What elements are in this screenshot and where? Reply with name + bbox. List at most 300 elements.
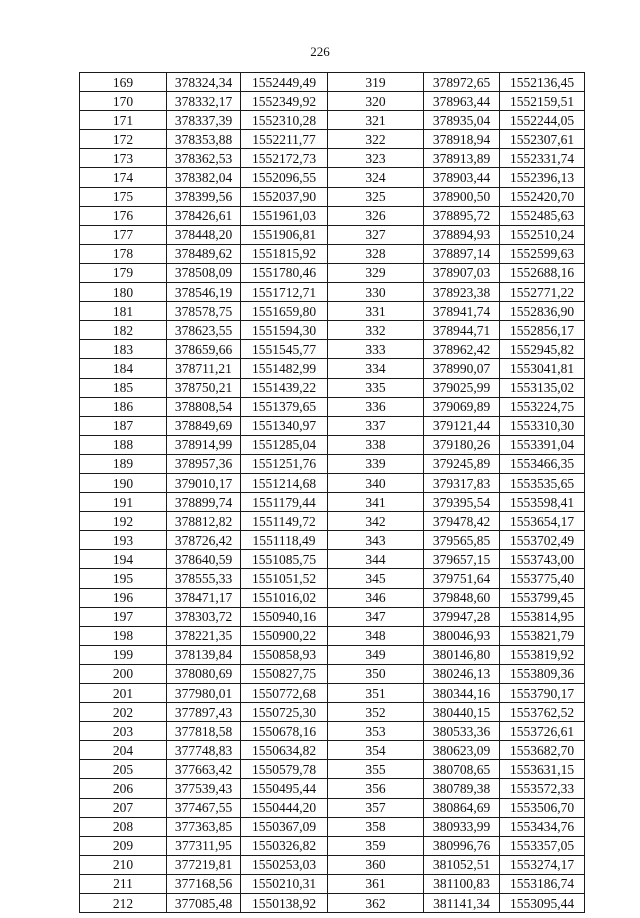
table-row bbox=[80, 340, 585, 359]
x-coordinate-cell: 379317,83 bbox=[424, 473, 500, 492]
x-coordinate-cell: 378726,42 bbox=[167, 531, 241, 550]
y-coordinate-cell: 1550725,30 bbox=[241, 703, 328, 722]
table-row bbox=[80, 473, 585, 492]
y-coordinate-cell: 1551085,75 bbox=[241, 550, 328, 569]
x-coordinate-cell: 380623,09 bbox=[424, 741, 500, 760]
x-coordinate-cell: 378941,74 bbox=[424, 302, 500, 321]
table-row bbox=[80, 416, 585, 435]
x-coordinate-cell: 378337,39 bbox=[167, 111, 241, 130]
table-row bbox=[80, 92, 585, 111]
point-number-cell: 206 bbox=[80, 779, 167, 798]
point-number-cell: 356 bbox=[328, 779, 424, 798]
point-number-cell: 349 bbox=[328, 645, 424, 664]
point-number-cell: 336 bbox=[328, 397, 424, 416]
y-coordinate-cell: 1553186,74 bbox=[500, 874, 585, 893]
x-coordinate-cell: 378139,84 bbox=[167, 645, 241, 664]
y-coordinate-cell: 1550900,22 bbox=[241, 626, 328, 645]
table-row bbox=[80, 493, 585, 512]
table-row bbox=[80, 454, 585, 473]
x-coordinate-cell: 378426,61 bbox=[167, 206, 241, 225]
y-coordinate-cell: 1550678,16 bbox=[241, 722, 328, 741]
x-coordinate-cell: 377818,58 bbox=[167, 722, 241, 741]
x-coordinate-cell: 380440,15 bbox=[424, 703, 500, 722]
y-coordinate-cell: 1550772,68 bbox=[241, 684, 328, 703]
y-coordinate-cell: 1552096,55 bbox=[241, 168, 328, 187]
x-coordinate-cell: 377219,81 bbox=[167, 855, 241, 874]
x-coordinate-cell: 379010,17 bbox=[167, 473, 241, 492]
x-coordinate-cell: 378918,94 bbox=[424, 130, 500, 149]
x-coordinate-cell: 378900,50 bbox=[424, 187, 500, 206]
y-coordinate-cell: 1551118,49 bbox=[241, 531, 328, 550]
x-coordinate-cell: 378750,21 bbox=[167, 378, 241, 397]
x-coordinate-cell: 378963,44 bbox=[424, 92, 500, 111]
y-coordinate-cell: 1550326,82 bbox=[241, 836, 328, 855]
coordinates-table-body bbox=[80, 73, 585, 913]
y-coordinate-cell: 1551251,76 bbox=[241, 454, 328, 473]
x-coordinate-cell: 380046,93 bbox=[424, 626, 500, 645]
y-coordinate-cell: 1553821,79 bbox=[500, 626, 585, 645]
y-coordinate-cell: 1553702,49 bbox=[500, 531, 585, 550]
x-coordinate-cell: 378923,38 bbox=[424, 283, 500, 302]
y-coordinate-cell: 1551815,92 bbox=[241, 244, 328, 263]
point-number-cell: 353 bbox=[328, 722, 424, 741]
x-coordinate-cell: 380146,80 bbox=[424, 645, 500, 664]
point-number-cell: 177 bbox=[80, 225, 167, 244]
table-row bbox=[80, 626, 585, 645]
x-coordinate-cell: 377980,01 bbox=[167, 684, 241, 703]
y-coordinate-cell: 1552136,45 bbox=[500, 73, 585, 92]
y-coordinate-cell: 1552771,22 bbox=[500, 283, 585, 302]
y-coordinate-cell: 1552449,49 bbox=[241, 73, 328, 92]
y-coordinate-cell: 1550634,82 bbox=[241, 741, 328, 760]
y-coordinate-cell: 1553682,70 bbox=[500, 741, 585, 760]
y-coordinate-cell: 1550827,75 bbox=[241, 664, 328, 683]
point-number-cell: 335 bbox=[328, 378, 424, 397]
y-coordinate-cell: 1550253,03 bbox=[241, 855, 328, 874]
table-row bbox=[80, 607, 585, 626]
table-row bbox=[80, 149, 585, 168]
y-coordinate-cell: 1551051,52 bbox=[241, 569, 328, 588]
point-number-cell: 334 bbox=[328, 359, 424, 378]
point-number-cell: 200 bbox=[80, 664, 167, 683]
x-coordinate-cell: 378362,53 bbox=[167, 149, 241, 168]
table-row bbox=[80, 798, 585, 817]
y-coordinate-cell: 1550495,44 bbox=[241, 779, 328, 798]
point-number-cell: 338 bbox=[328, 435, 424, 454]
y-coordinate-cell: 1551482,99 bbox=[241, 359, 328, 378]
point-number-cell: 321 bbox=[328, 111, 424, 130]
y-coordinate-cell: 1550367,09 bbox=[241, 817, 328, 836]
y-coordinate-cell: 1553598,41 bbox=[500, 493, 585, 512]
y-coordinate-cell: 1551179,44 bbox=[241, 493, 328, 512]
point-number-cell: 189 bbox=[80, 454, 167, 473]
y-coordinate-cell: 1553654,17 bbox=[500, 512, 585, 531]
table-row bbox=[80, 588, 585, 607]
point-number-cell: 201 bbox=[80, 684, 167, 703]
x-coordinate-cell: 377311,95 bbox=[167, 836, 241, 855]
point-number-cell: 173 bbox=[80, 149, 167, 168]
point-number-cell: 350 bbox=[328, 664, 424, 683]
point-number-cell: 330 bbox=[328, 283, 424, 302]
y-coordinate-cell: 1553434,76 bbox=[500, 817, 585, 836]
y-coordinate-cell: 1553224,75 bbox=[500, 397, 585, 416]
y-coordinate-cell: 1550138,92 bbox=[241, 894, 328, 913]
x-coordinate-cell: 380708,65 bbox=[424, 760, 500, 779]
y-coordinate-cell: 1551961,03 bbox=[241, 206, 328, 225]
y-coordinate-cell: 1550444,20 bbox=[241, 798, 328, 817]
point-number-cell: 341 bbox=[328, 493, 424, 512]
table-row bbox=[80, 378, 585, 397]
point-number-cell: 322 bbox=[328, 130, 424, 149]
y-coordinate-cell: 1550940,16 bbox=[241, 607, 328, 626]
x-coordinate-cell: 379395,54 bbox=[424, 493, 500, 512]
y-coordinate-cell: 1552331,74 bbox=[500, 149, 585, 168]
table-row bbox=[80, 244, 585, 263]
point-number-cell: 202 bbox=[80, 703, 167, 722]
point-number-cell: 180 bbox=[80, 283, 167, 302]
point-number-cell: 176 bbox=[80, 206, 167, 225]
point-number-cell: 211 bbox=[80, 874, 167, 893]
point-number-cell: 196 bbox=[80, 588, 167, 607]
point-number-cell: 347 bbox=[328, 607, 424, 626]
point-number-cell: 348 bbox=[328, 626, 424, 645]
point-number-cell: 194 bbox=[80, 550, 167, 569]
table-row bbox=[80, 855, 585, 874]
point-number-cell: 320 bbox=[328, 92, 424, 111]
x-coordinate-cell: 377467,55 bbox=[167, 798, 241, 817]
y-coordinate-cell: 1553790,17 bbox=[500, 684, 585, 703]
y-coordinate-cell: 1553095,44 bbox=[500, 894, 585, 913]
table-row bbox=[80, 512, 585, 531]
y-coordinate-cell: 1553357,05 bbox=[500, 836, 585, 855]
point-number-cell: 193 bbox=[80, 531, 167, 550]
point-number-cell: 326 bbox=[328, 206, 424, 225]
point-number-cell: 195 bbox=[80, 569, 167, 588]
point-number-cell: 323 bbox=[328, 149, 424, 168]
coordinates-table bbox=[79, 72, 585, 913]
point-number-cell: 188 bbox=[80, 435, 167, 454]
table-row bbox=[80, 111, 585, 130]
point-number-cell: 190 bbox=[80, 473, 167, 492]
point-number-cell: 212 bbox=[80, 894, 167, 913]
y-coordinate-cell: 1551340,97 bbox=[241, 416, 328, 435]
x-coordinate-cell: 379751,64 bbox=[424, 569, 500, 588]
y-coordinate-cell: 1552485,63 bbox=[500, 206, 585, 225]
table-row bbox=[80, 664, 585, 683]
point-number-cell: 359 bbox=[328, 836, 424, 855]
table-row bbox=[80, 397, 585, 416]
y-coordinate-cell: 1553799,45 bbox=[500, 588, 585, 607]
y-coordinate-cell: 1552037,90 bbox=[241, 187, 328, 206]
point-number-cell: 357 bbox=[328, 798, 424, 817]
x-coordinate-cell: 381100,83 bbox=[424, 874, 500, 893]
x-coordinate-cell: 378332,17 bbox=[167, 92, 241, 111]
x-coordinate-cell: 380933,99 bbox=[424, 817, 500, 836]
table-row bbox=[80, 531, 585, 550]
table-row bbox=[80, 684, 585, 703]
table-row bbox=[80, 760, 585, 779]
table-row bbox=[80, 206, 585, 225]
y-coordinate-cell: 1551285,04 bbox=[241, 435, 328, 454]
y-coordinate-cell: 1552211,77 bbox=[241, 130, 328, 149]
x-coordinate-cell: 379848,60 bbox=[424, 588, 500, 607]
y-coordinate-cell: 1550579,78 bbox=[241, 760, 328, 779]
point-number-cell: 197 bbox=[80, 607, 167, 626]
x-coordinate-cell: 377168,56 bbox=[167, 874, 241, 893]
table-row bbox=[80, 168, 585, 187]
y-coordinate-cell: 1553466,35 bbox=[500, 454, 585, 473]
x-coordinate-cell: 378957,36 bbox=[167, 454, 241, 473]
x-coordinate-cell: 378894,93 bbox=[424, 225, 500, 244]
x-coordinate-cell: 379069,89 bbox=[424, 397, 500, 416]
x-coordinate-cell: 378303,72 bbox=[167, 607, 241, 626]
table-row bbox=[80, 321, 585, 340]
table-row bbox=[80, 779, 585, 798]
x-coordinate-cell: 379478,42 bbox=[424, 512, 500, 531]
y-coordinate-cell: 1551149,72 bbox=[241, 512, 328, 531]
x-coordinate-cell: 381141,34 bbox=[424, 894, 500, 913]
y-coordinate-cell: 1551214,68 bbox=[241, 473, 328, 492]
x-coordinate-cell: 378962,42 bbox=[424, 340, 500, 359]
point-number-cell: 170 bbox=[80, 92, 167, 111]
x-coordinate-cell: 377663,42 bbox=[167, 760, 241, 779]
point-number-cell: 187 bbox=[80, 416, 167, 435]
x-coordinate-cell: 380864,69 bbox=[424, 798, 500, 817]
x-coordinate-cell: 380533,36 bbox=[424, 722, 500, 741]
x-coordinate-cell: 378711,21 bbox=[167, 359, 241, 378]
y-coordinate-cell: 1553310,30 bbox=[500, 416, 585, 435]
x-coordinate-cell: 379180,26 bbox=[424, 435, 500, 454]
point-number-cell: 178 bbox=[80, 244, 167, 263]
table-row bbox=[80, 302, 585, 321]
y-coordinate-cell: 1551379,65 bbox=[241, 397, 328, 416]
x-coordinate-cell: 379025,99 bbox=[424, 378, 500, 397]
table-row bbox=[80, 817, 585, 836]
y-coordinate-cell: 1552420,70 bbox=[500, 187, 585, 206]
point-number-cell: 192 bbox=[80, 512, 167, 531]
point-number-cell: 199 bbox=[80, 645, 167, 664]
y-coordinate-cell: 1553535,65 bbox=[500, 473, 585, 492]
y-coordinate-cell: 1552836,90 bbox=[500, 302, 585, 321]
y-coordinate-cell: 1552945,82 bbox=[500, 340, 585, 359]
x-coordinate-cell: 378382,04 bbox=[167, 168, 241, 187]
table-row bbox=[80, 263, 585, 282]
point-number-cell: 185 bbox=[80, 378, 167, 397]
y-coordinate-cell: 1552310,28 bbox=[241, 111, 328, 130]
table-row bbox=[80, 874, 585, 893]
x-coordinate-cell: 377085,48 bbox=[167, 894, 241, 913]
x-coordinate-cell: 378812,82 bbox=[167, 512, 241, 531]
y-coordinate-cell: 1551780,46 bbox=[241, 263, 328, 282]
table-row bbox=[80, 741, 585, 760]
x-coordinate-cell: 378659,66 bbox=[167, 340, 241, 359]
x-coordinate-cell: 379121,44 bbox=[424, 416, 500, 435]
point-number-cell: 332 bbox=[328, 321, 424, 340]
table-row bbox=[80, 703, 585, 722]
point-number-cell: 343 bbox=[328, 531, 424, 550]
table-row bbox=[80, 187, 585, 206]
y-coordinate-cell: 1553814,95 bbox=[500, 607, 585, 626]
x-coordinate-cell: 378849,69 bbox=[167, 416, 241, 435]
point-number-cell: 205 bbox=[80, 760, 167, 779]
point-number-cell: 209 bbox=[80, 836, 167, 855]
point-number-cell: 361 bbox=[328, 874, 424, 893]
y-coordinate-cell: 1553041,81 bbox=[500, 359, 585, 378]
y-coordinate-cell: 1551545,77 bbox=[241, 340, 328, 359]
y-coordinate-cell: 1553743,00 bbox=[500, 550, 585, 569]
table-row bbox=[80, 130, 585, 149]
y-coordinate-cell: 1553819,92 bbox=[500, 645, 585, 664]
y-coordinate-cell: 1551439,22 bbox=[241, 378, 328, 397]
x-coordinate-cell: 378914,99 bbox=[167, 435, 241, 454]
x-coordinate-cell: 377539,43 bbox=[167, 779, 241, 798]
y-coordinate-cell: 1552396,13 bbox=[500, 168, 585, 187]
y-coordinate-cell: 1553391,04 bbox=[500, 435, 585, 454]
x-coordinate-cell: 379657,15 bbox=[424, 550, 500, 569]
table-row bbox=[80, 359, 585, 378]
x-coordinate-cell: 378913,89 bbox=[424, 149, 500, 168]
point-number-cell: 171 bbox=[80, 111, 167, 130]
point-number-cell: 325 bbox=[328, 187, 424, 206]
x-coordinate-cell: 378897,14 bbox=[424, 244, 500, 263]
x-coordinate-cell: 377748,83 bbox=[167, 741, 241, 760]
point-number-cell: 184 bbox=[80, 359, 167, 378]
x-coordinate-cell: 378903,44 bbox=[424, 168, 500, 187]
x-coordinate-cell: 380996,76 bbox=[424, 836, 500, 855]
point-number-cell: 183 bbox=[80, 340, 167, 359]
y-coordinate-cell: 1553726,61 bbox=[500, 722, 585, 741]
x-coordinate-cell: 377363,85 bbox=[167, 817, 241, 836]
y-coordinate-cell: 1553506,70 bbox=[500, 798, 585, 817]
point-number-cell: 360 bbox=[328, 855, 424, 874]
y-coordinate-cell: 1552307,61 bbox=[500, 130, 585, 149]
page-number: 226 bbox=[310, 44, 330, 59]
x-coordinate-cell: 378895,72 bbox=[424, 206, 500, 225]
y-coordinate-cell: 1553135,02 bbox=[500, 378, 585, 397]
y-coordinate-cell: 1551659,80 bbox=[241, 302, 328, 321]
point-number-cell: 344 bbox=[328, 550, 424, 569]
x-coordinate-cell: 378972,65 bbox=[424, 73, 500, 92]
y-coordinate-cell: 1551594,30 bbox=[241, 321, 328, 340]
point-number-cell: 198 bbox=[80, 626, 167, 645]
x-coordinate-cell: 378546,19 bbox=[167, 283, 241, 302]
point-number-cell: 362 bbox=[328, 894, 424, 913]
y-coordinate-cell: 1552159,51 bbox=[500, 92, 585, 111]
point-number-cell: 358 bbox=[328, 817, 424, 836]
point-number-cell: 328 bbox=[328, 244, 424, 263]
x-coordinate-cell: 378944,71 bbox=[424, 321, 500, 340]
table-row bbox=[80, 645, 585, 664]
table-row bbox=[80, 435, 585, 454]
y-coordinate-cell: 1553775,40 bbox=[500, 569, 585, 588]
point-number-cell: 346 bbox=[328, 588, 424, 607]
table-row bbox=[80, 283, 585, 302]
point-number-cell: 339 bbox=[328, 454, 424, 473]
point-number-cell: 352 bbox=[328, 703, 424, 722]
point-number-cell: 345 bbox=[328, 569, 424, 588]
y-coordinate-cell: 1550210,31 bbox=[241, 874, 328, 893]
x-coordinate-cell: 378935,04 bbox=[424, 111, 500, 130]
x-coordinate-cell: 378221,35 bbox=[167, 626, 241, 645]
y-coordinate-cell: 1550858,93 bbox=[241, 645, 328, 664]
point-number-cell: 340 bbox=[328, 473, 424, 492]
x-coordinate-cell: 378471,17 bbox=[167, 588, 241, 607]
x-coordinate-cell: 378080,69 bbox=[167, 664, 241, 683]
x-coordinate-cell: 380246,13 bbox=[424, 664, 500, 683]
point-number-cell: 182 bbox=[80, 321, 167, 340]
point-number-cell: 191 bbox=[80, 493, 167, 512]
point-number-cell: 355 bbox=[328, 760, 424, 779]
point-number-cell: 210 bbox=[80, 855, 167, 874]
x-coordinate-cell: 378508,09 bbox=[167, 263, 241, 282]
y-coordinate-cell: 1552172,73 bbox=[241, 149, 328, 168]
x-coordinate-cell: 378353,88 bbox=[167, 130, 241, 149]
point-number-cell: 351 bbox=[328, 684, 424, 703]
y-coordinate-cell: 1552349,92 bbox=[241, 92, 328, 111]
point-number-cell: 319 bbox=[328, 73, 424, 92]
x-coordinate-cell: 378899,74 bbox=[167, 493, 241, 512]
x-coordinate-cell: 379245,89 bbox=[424, 454, 500, 473]
x-coordinate-cell: 378808,54 bbox=[167, 397, 241, 416]
y-coordinate-cell: 1551906,81 bbox=[241, 225, 328, 244]
point-number-cell: 342 bbox=[328, 512, 424, 531]
x-coordinate-cell: 380789,38 bbox=[424, 779, 500, 798]
y-coordinate-cell: 1551016,02 bbox=[241, 588, 328, 607]
y-coordinate-cell: 1552510,24 bbox=[500, 225, 585, 244]
point-number-cell: 181 bbox=[80, 302, 167, 321]
point-number-cell: 169 bbox=[80, 73, 167, 92]
point-number-cell: 337 bbox=[328, 416, 424, 435]
table-row bbox=[80, 73, 585, 92]
y-coordinate-cell: 1552244,05 bbox=[500, 111, 585, 130]
point-number-cell: 207 bbox=[80, 798, 167, 817]
point-number-cell: 174 bbox=[80, 168, 167, 187]
x-coordinate-cell: 380344,16 bbox=[424, 684, 500, 703]
table-row bbox=[80, 836, 585, 855]
y-coordinate-cell: 1553809,36 bbox=[500, 664, 585, 683]
x-coordinate-cell: 381052,51 bbox=[424, 855, 500, 874]
point-number-cell: 354 bbox=[328, 741, 424, 760]
table-row bbox=[80, 894, 585, 913]
x-coordinate-cell: 378324,34 bbox=[167, 73, 241, 92]
table-row bbox=[80, 569, 585, 588]
point-number-cell: 333 bbox=[328, 340, 424, 359]
point-number-cell: 204 bbox=[80, 741, 167, 760]
x-coordinate-cell: 378907,03 bbox=[424, 263, 500, 282]
x-coordinate-cell: 379947,28 bbox=[424, 607, 500, 626]
table-row bbox=[80, 722, 585, 741]
x-coordinate-cell: 379565,85 bbox=[424, 531, 500, 550]
table-row bbox=[80, 550, 585, 569]
point-number-cell: 331 bbox=[328, 302, 424, 321]
y-coordinate-cell: 1551712,71 bbox=[241, 283, 328, 302]
point-number-cell: 179 bbox=[80, 263, 167, 282]
y-coordinate-cell: 1553631,15 bbox=[500, 760, 585, 779]
table-row bbox=[80, 225, 585, 244]
x-coordinate-cell: 378399,56 bbox=[167, 187, 241, 206]
point-number-cell: 186 bbox=[80, 397, 167, 416]
point-number-cell: 175 bbox=[80, 187, 167, 206]
point-number-cell: 172 bbox=[80, 130, 167, 149]
x-coordinate-cell: 378555,33 bbox=[167, 569, 241, 588]
point-number-cell: 208 bbox=[80, 817, 167, 836]
x-coordinate-cell: 378448,20 bbox=[167, 225, 241, 244]
y-coordinate-cell: 1553572,33 bbox=[500, 779, 585, 798]
x-coordinate-cell: 378489,62 bbox=[167, 244, 241, 263]
point-number-cell: 329 bbox=[328, 263, 424, 282]
y-coordinate-cell: 1553762,52 bbox=[500, 703, 585, 722]
x-coordinate-cell: 378990,07 bbox=[424, 359, 500, 378]
